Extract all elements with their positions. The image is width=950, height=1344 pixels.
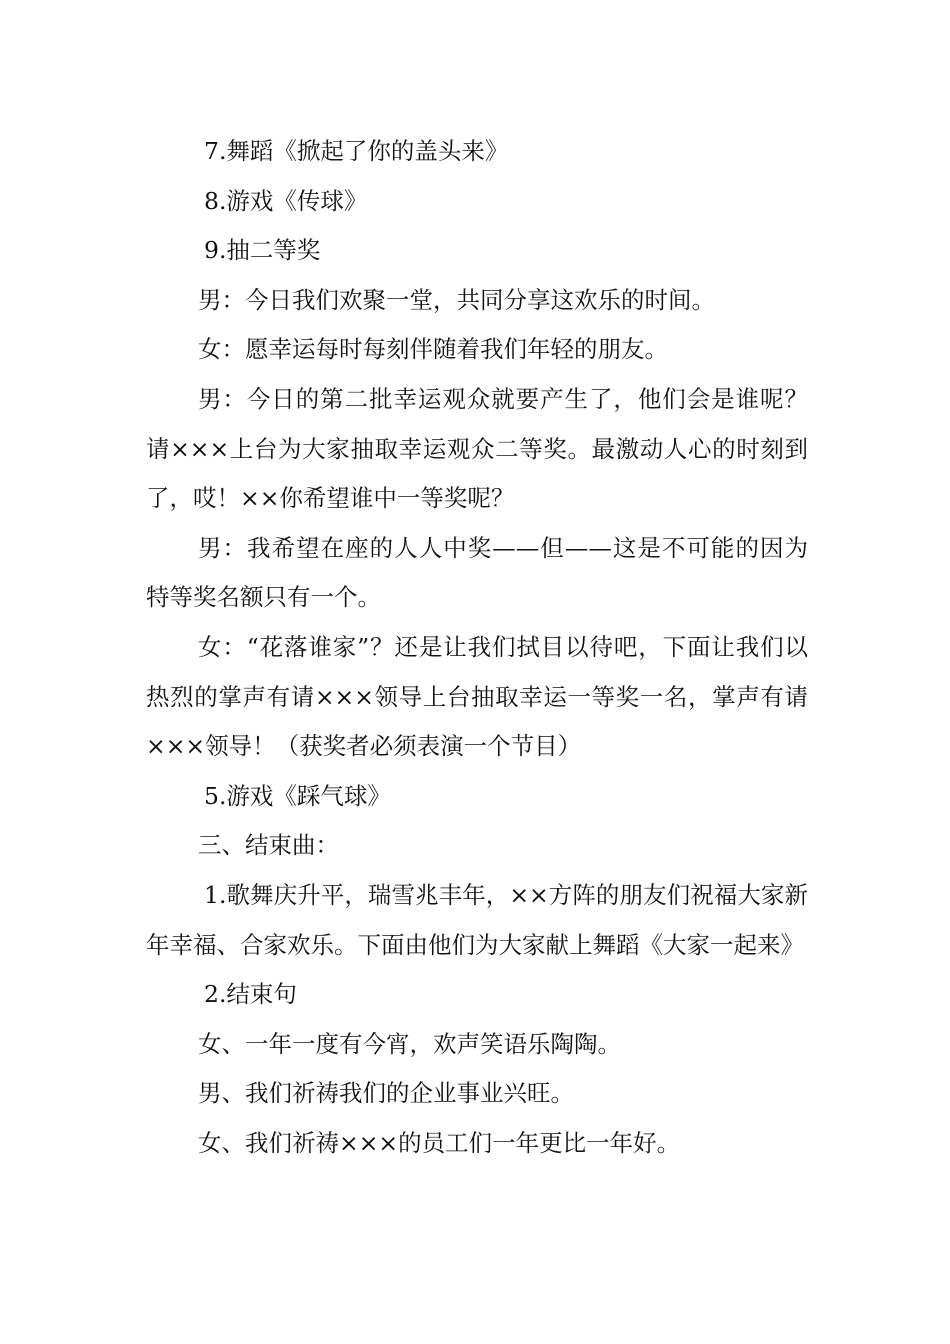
program-item-game-balloon: 5.游戏《踩气球》 bbox=[204, 781, 391, 810]
dialogue-line: 男：我希望在座的人人中奖——但——这是不可能的因为特等奖名额只有一个。 bbox=[146, 533, 808, 612]
closing-item-1: 1.歌舞庆升平，瑞雪兆丰年，××方阵的朋友们祝福大家新年幸福、合家欢乐。下面由他们为大家献上舞蹈《大家一起来》 bbox=[146, 880, 808, 959]
program-item-game-pass-ball: 8.游戏《传球》 bbox=[204, 186, 368, 215]
dialogue-line: 男：今日的第二批幸运观众就要产生了，他们会是谁呢？请×××上台为大家抽取幸运观众二等奖。最激动人心的时刻到了，哎！××你希望谁中一等奖呢？ bbox=[146, 384, 808, 513]
dialogue-line: 女、我们祈祷×××的员工们一年更比一年好。 bbox=[198, 1128, 681, 1157]
dialogue-line: 男、我们祈祷我们的企业事业兴旺。 bbox=[198, 1079, 574, 1108]
program-item-dance: 7.舞蹈《掀起了你的盖头来》 bbox=[204, 137, 509, 165]
dialogue-line: 男：今日我们欢聚一堂，共同分享这欢乐的时间。 bbox=[198, 285, 715, 314]
section-heading-closing: 三、结束曲： bbox=[198, 831, 339, 860]
document-body bbox=[146, 127, 808, 1168]
program-item-second-prize: 9.抽二等奖 bbox=[204, 236, 321, 265]
dialogue-line: 女、一年一度有今宵，欢声笑语乐陶陶。 bbox=[198, 1029, 621, 1058]
dialogue-line: 女：愿幸运每时每刻伴随着我们年轻的朋友。 bbox=[198, 335, 668, 364]
dialogue-line: 女：“花落谁家”？还是让我们拭目以待吧，下面让我们以热烈的掌声有请×××领导上台抽取幸运一等奖一名，掌声有请×××领导！（获奖者必须表演一个节目） bbox=[146, 632, 808, 761]
closing-item-2: 2.结束句 bbox=[204, 980, 297, 1009]
